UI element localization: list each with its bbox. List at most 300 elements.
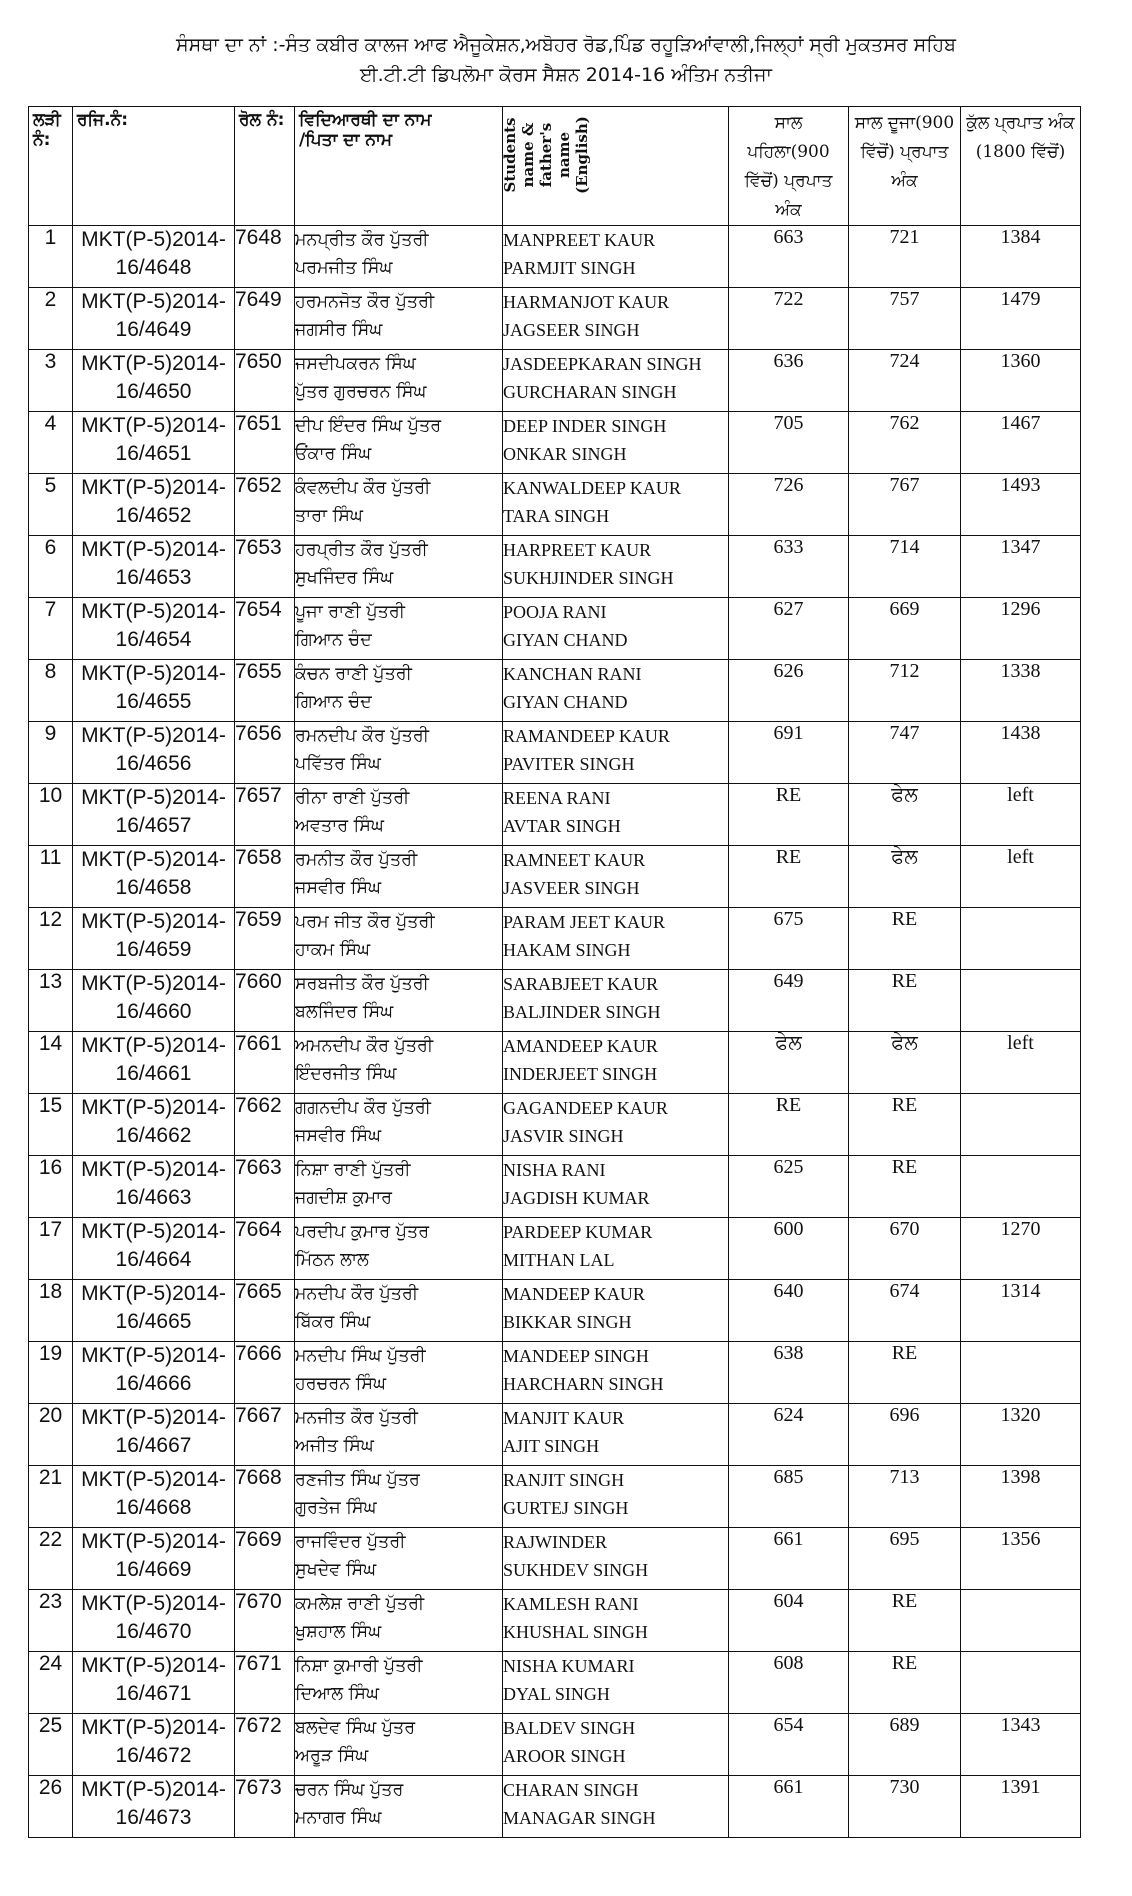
year1-marks-cell: 640 (729, 1280, 849, 1342)
punjabi-name-cell (295, 350, 503, 412)
father-name-punjabi: ਪੁੱਤਰ ਗੁਰਚਰਨ ਸਿੰਘ (295, 382, 427, 402)
student-name-english: REENA RANI (503, 788, 611, 808)
punjabi-name-cell (295, 226, 503, 288)
father-name-punjabi: ਬਿੱਕਰ ਸਿੰਘ (295, 1312, 371, 1332)
year2-marks-cell: 689 (849, 1714, 961, 1776)
year1-marks-cell: 604 (729, 1590, 849, 1652)
punjabi-name-cell (295, 1032, 503, 1094)
roll-cell: 7656 (235, 722, 295, 784)
roll-cell: 7655 (235, 660, 295, 722)
serial-cell: 14 (29, 1032, 73, 1094)
father-name-english: INDERJEET SINGH (503, 1064, 658, 1084)
student-name-english: NISHA KUMARI (503, 1656, 635, 1676)
english-name-header-line2: name & (518, 122, 537, 188)
year2-marks-cell: RE (849, 1094, 961, 1156)
punjabi-name-cell (295, 412, 503, 474)
student-name-punjabi: ਰੀਨਾ ਰਾਣੀ ਪੁੱਤਰੀ (295, 788, 410, 808)
roll-cell: 7671 (235, 1652, 295, 1714)
year1-marks-cell: 661 (729, 1776, 849, 1838)
year1-marks-cell: 722 (729, 288, 849, 350)
year2-marks-cell: 730 (849, 1776, 961, 1838)
year2-marks-cell: 669 (849, 598, 961, 660)
year1-marks-cell: RE (729, 1094, 849, 1156)
total-marks-cell: 1270 (961, 1218, 1081, 1280)
registration-cell: MKT(P-5)2014-16/4669 (73, 1528, 235, 1590)
year2-marks-cell: RE (849, 1342, 961, 1404)
table-row (29, 226, 1081, 288)
student-name-punjabi: ਮਨਜੀਤ ਕੌਰ ਪੁੱਤਰੀ (295, 1408, 418, 1428)
total-marks-cell: 1391 (961, 1776, 1081, 1838)
year1-marks-cell: 633 (729, 536, 849, 598)
registration-cell: MKT(P-5)2014-16/4648 (73, 226, 235, 288)
serial-cell: 5 (29, 474, 73, 536)
serial-cell: 13 (29, 970, 73, 1032)
student-name-punjabi: ਪੂਜਾ ਰਾਣੀ ਪੁੱਤਰੀ (295, 602, 405, 622)
registration-cell: MKT(P-5)2014-16/4654 (73, 598, 235, 660)
father-name-english: BIKKAR SINGH (503, 1312, 632, 1332)
punjabi-name-cell (295, 846, 503, 908)
serial-cell: 23 (29, 1590, 73, 1652)
total-marks-cell: 1356 (961, 1528, 1081, 1590)
father-name-punjabi: ਦਿਆਲ ਸਿੰਘ (295, 1684, 379, 1704)
table-row (29, 846, 1081, 908)
english-name-header-line3: father's (536, 122, 555, 188)
total-marks-cell: 1360 (961, 350, 1081, 412)
registration-cell: MKT(P-5)2014-16/4668 (73, 1466, 235, 1528)
student-name-english: JASDEEPKARAN SINGH (503, 354, 702, 374)
student-name-punjabi: ਦੀਪ ਇੰਦਰ ਸਿੰਘ ਪੁੱਤਰ (295, 416, 442, 436)
serial-cell: 24 (29, 1652, 73, 1714)
table-row (29, 970, 1081, 1032)
father-name-punjabi: ਸੁਖਜਿੰਦਰ ਸਿੰਘ (295, 568, 394, 588)
english-name-cell (503, 1466, 729, 1528)
english-name-cell (503, 1590, 729, 1652)
punjabi-name-cell (295, 784, 503, 846)
english-name-cell (503, 1280, 729, 1342)
english-name-cell (503, 722, 729, 784)
punjabi-name-cell (295, 1776, 503, 1838)
student-name-english: NISHA RANI (503, 1160, 606, 1180)
father-name-punjabi: ਮਿੱਠਨ ਲਾਲ (295, 1250, 369, 1270)
results-table (28, 106, 1081, 1838)
serial-cell: 3 (29, 350, 73, 412)
student-name-punjabi: ਪਰਦੀਪ ਕੁਮਾਰ ਪੁੱਤਰ (295, 1222, 430, 1242)
punjabi-name-cell (295, 908, 503, 970)
year2-marks-cell: ਫੇਲ (849, 1032, 961, 1094)
registration-header: ਰਜਿ.ਨੰ: (73, 107, 235, 226)
serial-cell: 10 (29, 784, 73, 846)
english-name-header (500, 107, 729, 226)
father-name-punjabi: ਗਿਆਨ ਚੰਦ (295, 630, 372, 650)
english-name-cell (503, 970, 729, 1032)
results-body (29, 226, 1081, 1838)
father-name-english: GIYAN CHAND (503, 692, 628, 712)
year1-marks-cell: 624 (729, 1404, 849, 1466)
father-name-punjabi: ਜਗਦੀਸ਼ ਕੁਮਾਰ (295, 1188, 392, 1208)
year1-marks-cell: 600 (729, 1218, 849, 1280)
roll-cell: 7661 (235, 1032, 295, 1094)
father-name-english: TARA SINGH (503, 506, 610, 526)
serial-cell: 6 (29, 536, 73, 598)
student-name-punjabi: ਮਨਪ੍ਰੀਤ ਕੌਰ ਪੁੱਤਰੀ (295, 230, 429, 250)
year2-marks-cell: 747 (849, 722, 961, 784)
total-marks-cell: 1493 (961, 474, 1081, 536)
registration-cell: MKT(P-5)2014-16/4649 (73, 288, 235, 350)
total-marks-cell: left (961, 846, 1081, 908)
total-marks-cell: 1479 (961, 288, 1081, 350)
roll-cell: 7650 (235, 350, 295, 412)
student-name-english: AMANDEEP KAUR (503, 1036, 658, 1056)
english-name-cell (503, 1528, 729, 1590)
table-row (29, 908, 1081, 970)
father-name-punjabi: ਖੁਸ਼ਹਾਲ ਸਿੰਘ (295, 1622, 382, 1642)
father-name-english: AROOR SINGH (503, 1746, 626, 1766)
punjabi-name-cell (295, 1590, 503, 1652)
punjabi-name-cell (295, 1404, 503, 1466)
serial-cell: 21 (29, 1466, 73, 1528)
year2-marks-cell: 670 (849, 1218, 961, 1280)
table-row (29, 1652, 1081, 1714)
registration-cell: MKT(P-5)2014-16/4658 (73, 846, 235, 908)
english-name-header-line4: name (554, 131, 573, 179)
student-name-english: DEEP INDER SINGH (503, 416, 667, 436)
year2-marks-cell: 674 (849, 1280, 961, 1342)
student-name-english: HARPREET KAUR (503, 540, 652, 560)
registration-cell: MKT(P-5)2014-16/4656 (73, 722, 235, 784)
registration-cell: MKT(P-5)2014-16/4662 (73, 1094, 235, 1156)
year1-marks-cell: 685 (729, 1466, 849, 1528)
registration-cell: MKT(P-5)2014-16/4650 (73, 350, 235, 412)
father-name-english: GIYAN CHAND (503, 630, 628, 650)
father-name-english: MANAGAR SINGH (503, 1808, 656, 1828)
roll-cell: 7662 (235, 1094, 295, 1156)
roll-cell: 7658 (235, 846, 295, 908)
table-row (29, 784, 1081, 846)
father-name-english: GURTEJ SINGH (503, 1498, 629, 1518)
father-name-punjabi: ਹਰਚਰਨ ਸਿੰਘ (295, 1374, 387, 1394)
table-row (29, 474, 1081, 536)
punjabi-name-header (295, 107, 503, 226)
roll-cell: 7648 (235, 226, 295, 288)
punjabi-name-cell (295, 1342, 503, 1404)
father-name-punjabi: ਸੁਖਦੇਵ ਸਿੰਘ (295, 1560, 377, 1580)
father-name-punjabi: ਪਵਿੱਤਰ ਸਿੰਘ (295, 754, 381, 774)
year1-marks-cell: 625 (729, 1156, 849, 1218)
father-name-punjabi: ਅਜੀਤ ਸਿੰਘ (295, 1436, 374, 1456)
roll-cell: 7668 (235, 1466, 295, 1528)
serial-cell: 2 (29, 288, 73, 350)
total-marks-cell: 1398 (961, 1466, 1081, 1528)
roll-cell: 7657 (235, 784, 295, 846)
roll-cell: 7665 (235, 1280, 295, 1342)
student-name-english: KAMLESH RANI (503, 1594, 639, 1614)
year1-marks-cell: 649 (729, 970, 849, 1032)
roll-cell: 7651 (235, 412, 295, 474)
total-marks-cell (961, 908, 1081, 970)
serial-cell: 7 (29, 598, 73, 660)
year1-marks-cell: 608 (729, 1652, 849, 1714)
table-row (29, 1280, 1081, 1342)
student-name-english: POOJA RANI (503, 602, 607, 622)
father-name-punjabi: ਪਰਮਜੀਤ ਸਿੰਘ (295, 258, 393, 278)
student-name-english: CHARAN SINGH (503, 1780, 639, 1800)
roll-cell: 7664 (235, 1218, 295, 1280)
serial-cell: 22 (29, 1528, 73, 1590)
table-row (29, 1466, 1081, 1528)
serial-cell: 11 (29, 846, 73, 908)
roll-cell: 7660 (235, 970, 295, 1032)
student-name-punjabi: ਨਿਸ਼ਾ ਕੁਮਾਰੀ ਪੁੱਤਰੀ (295, 1656, 423, 1676)
year2-marks-cell: ਫੇਲ (849, 784, 961, 846)
roll-cell: 7652 (235, 474, 295, 536)
year2-marks-cell: 721 (849, 226, 961, 288)
student-name-punjabi: ਅਮਨਦੀਪ ਕੌਰ ਪੁੱਤਰੀ (295, 1036, 434, 1056)
father-name-punjabi: ਗੁਰਤੇਜ ਸਿੰਘ (295, 1498, 377, 1518)
student-name-punjabi: ਰਮਨੀਤ ਕੌਰ ਪੁੱਤਰੀ (295, 850, 418, 870)
father-name-english: PAVITER SINGH (503, 754, 635, 774)
serial-cell: 12 (29, 908, 73, 970)
father-name-punjabi: ਜਸਵੀਰ ਸਿੰਘ (295, 878, 382, 898)
student-name-punjabi: ਕਮਲੇਸ਼ ਰਾਣੀ ਪੁੱਤਰੀ (295, 1594, 425, 1614)
table-row (29, 1342, 1081, 1404)
year2-header: ਸਾਲ ਦੂਜਾ(900 ਵਿੱਚੋਂ) ਪ੍ਰਪਾਤ ਅੰਕ (849, 107, 961, 226)
english-name-cell (503, 226, 729, 288)
english-name-cell (503, 1094, 729, 1156)
registration-cell: MKT(P-5)2014-16/4666 (73, 1342, 235, 1404)
father-name-punjabi: ਜਗਸੀਰ ਸਿੰਘ (295, 320, 383, 340)
year2-marks-cell: RE (849, 908, 961, 970)
english-name-cell (503, 846, 729, 908)
year2-marks-cell: RE (849, 970, 961, 1032)
year2-marks-cell: 695 (849, 1528, 961, 1590)
year2-marks-cell: ਫੇਲ (849, 846, 961, 908)
student-name-english: MANDEEP SINGH (503, 1346, 649, 1366)
student-name-punjabi: ਹਰਮਨਜੋਤ ਕੌਰ ਪੁੱਤਰੀ (295, 292, 435, 312)
institution-line: ਸੰਸਥਾ ਦਾ ਨਾਂ :-ਸੰਤ ਕਬੀਰ ਕਾਲਜ ਆਫ ਐਜੂਕੇਸ਼ਨ,ਅਬੋਹਰ ਰੋਡ,ਪਿੰਡ ਰਹੂੜਿਆਂਵਾਲੀ,ਜਿਲ੍ਹਾਂ ਸ੍ਰੀ ਮੁਕਤਸਰ ਸਹਿਬ (176, 34, 956, 56)
serial-cell: 19 (29, 1342, 73, 1404)
year2-marks-cell: 767 (849, 474, 961, 536)
year1-marks-cell: 638 (729, 1342, 849, 1404)
table-header-row (29, 107, 1081, 226)
father-name-punjabi: ਹਾਕਮ ਸਿੰਘ (295, 940, 371, 960)
serial-cell: 25 (29, 1714, 73, 1776)
father-name-english: JASVEER SINGH (503, 878, 640, 898)
year1-marks-cell: RE (729, 846, 849, 908)
student-name-english: PARAM JEET KAUR (503, 912, 666, 932)
total-marks-cell (961, 970, 1081, 1032)
table-row (29, 412, 1081, 474)
roll-cell: 7663 (235, 1156, 295, 1218)
total-marks-cell: 1296 (961, 598, 1081, 660)
father-name-english: AJIT SINGH (503, 1436, 600, 1456)
year2-marks-cell: RE (849, 1590, 961, 1652)
table-row (29, 1404, 1081, 1466)
registration-cell: MKT(P-5)2014-16/4663 (73, 1156, 235, 1218)
punjabi-name-cell (295, 1094, 503, 1156)
roll-cell: 7654 (235, 598, 295, 660)
father-name-punjabi: ਅਵਤਾਰ ਸਿੰਘ (295, 816, 384, 836)
total-marks-cell: 1384 (961, 226, 1081, 288)
table-row (29, 1528, 1081, 1590)
roll-cell: 7669 (235, 1528, 295, 1590)
year2-marks-cell: RE (849, 1652, 961, 1714)
father-name-english: BALJINDER SINGH (503, 1002, 661, 1022)
serial-cell: 16 (29, 1156, 73, 1218)
father-name-punjabi: ਗਿਆਨ ਚੰਦ (295, 692, 372, 712)
english-name-cell (503, 784, 729, 846)
total-marks-cell: 1343 (961, 1714, 1081, 1776)
father-name-punjabi: ਅਰੂੜ ਸਿੰਘ (295, 1746, 369, 1766)
year2-marks-cell: 712 (849, 660, 961, 722)
total-marks-cell: 1338 (961, 660, 1081, 722)
roll-cell: 7672 (235, 1714, 295, 1776)
student-name-punjabi: ਬਲਦੇਵ ਸਿੰਘ ਪੁੱਤਰ (295, 1718, 416, 1738)
punjabi-name-cell (295, 598, 503, 660)
roll-header: ਰੋਲ ਨੰ: (235, 107, 295, 226)
year1-marks-cell: 627 (729, 598, 849, 660)
registration-cell: MKT(P-5)2014-16/4670 (73, 1590, 235, 1652)
year1-marks-cell: 663 (729, 226, 849, 288)
punjabi-name-header-line1: ਵਿਦਿਆਰਥੀ ਦਾ ਨਾਮ (299, 110, 432, 130)
student-name-punjabi: ਹਰਪ੍ਰੀਤ ਕੌਰ ਪੁੱਤਰੀ (295, 540, 428, 560)
year1-marks-cell: 661 (729, 1528, 849, 1590)
total-marks-cell: left (961, 1032, 1081, 1094)
year1-marks-cell: 675 (729, 908, 849, 970)
father-name-english: HARCHARN SINGH (503, 1374, 664, 1394)
registration-cell: MKT(P-5)2014-16/4661 (73, 1032, 235, 1094)
english-name-cell (503, 474, 729, 536)
registration-cell: MKT(P-5)2014-16/4655 (73, 660, 235, 722)
total-marks-cell: 1320 (961, 1404, 1081, 1466)
registration-cell: MKT(P-5)2014-16/4671 (73, 1652, 235, 1714)
table-row (29, 350, 1081, 412)
english-name-cell (503, 288, 729, 350)
student-name-punjabi: ਰਾਜਵਿੰਦਰ ਪੁੱਤਰੀ (295, 1532, 406, 1552)
punjabi-name-cell (295, 970, 503, 1032)
student-name-punjabi: ਮਨਦੀਪ ਕੌਰ ਪੁੱਤਰੀ (295, 1284, 419, 1304)
student-name-punjabi: ਜਸਦੀਪਕਰਨ ਸਿੰਘ (295, 354, 416, 374)
father-name-punjabi: ਓਂਕਾਰ ਸਿੰਘ (295, 444, 372, 464)
english-name-cell (503, 412, 729, 474)
serial-cell: 20 (29, 1404, 73, 1466)
year1-marks-cell: 654 (729, 1714, 849, 1776)
course-result-line: ਈ.ਟੀ.ਟੀ ਡਿਪਲੋਮਾ ਕੋਰਸ ਸੈਸ਼ਨ 2014-16 ਅੰਤਿਮ ਨਤੀਜਾ (360, 64, 772, 86)
punjabi-name-cell (295, 1652, 503, 1714)
student-name-punjabi: ਪਰਮ ਜੀਤ ਕੌਰ ਪੁੱਤਰੀ (295, 912, 435, 932)
total-marks-cell: 1314 (961, 1280, 1081, 1342)
year2-marks-cell: 762 (849, 412, 961, 474)
registration-cell: MKT(P-5)2014-16/4652 (73, 474, 235, 536)
father-name-english: ONKAR SINGH (503, 444, 627, 464)
punjabi-name-cell (295, 1714, 503, 1776)
student-name-english: MANPREET KAUR (503, 230, 656, 250)
english-name-cell (503, 1404, 729, 1466)
year2-marks-cell: 713 (849, 1466, 961, 1528)
student-name-english: RAMANDEEP KAUR (503, 726, 670, 746)
table-row (29, 1776, 1081, 1838)
student-name-english: PARDEEP KUMAR (503, 1222, 653, 1242)
registration-cell: MKT(P-5)2014-16/4651 (73, 412, 235, 474)
serial-cell: 18 (29, 1280, 73, 1342)
father-name-english: GURCHARAN SINGH (503, 382, 677, 402)
total-marks-cell: 1438 (961, 722, 1081, 784)
english-name-cell (503, 1032, 729, 1094)
year2-marks-cell: 724 (849, 350, 961, 412)
table-row (29, 1714, 1081, 1776)
year1-marks-cell: RE (729, 784, 849, 846)
roll-cell: 7670 (235, 1590, 295, 1652)
year1-marks-cell: 691 (729, 722, 849, 784)
table-row (29, 1590, 1081, 1652)
father-name-english: AVTAR SINGH (503, 816, 621, 836)
punjabi-name-cell (295, 660, 503, 722)
punjabi-name-cell (295, 536, 503, 598)
english-name-cell (503, 1652, 729, 1714)
registration-cell: MKT(P-5)2014-16/4673 (73, 1776, 235, 1838)
table-row (29, 1156, 1081, 1218)
english-name-cell (503, 1218, 729, 1280)
father-name-english: HAKAM SINGH (503, 940, 631, 960)
total-marks-cell (961, 1094, 1081, 1156)
punjabi-name-cell (295, 1218, 503, 1280)
english-name-header-line5: (English) (572, 116, 591, 194)
total-marks-cell (961, 1342, 1081, 1404)
year1-marks-cell: 636 (729, 350, 849, 412)
father-name-english: JAGSEER SINGH (503, 320, 640, 340)
registration-cell: MKT(P-5)2014-16/4653 (73, 536, 235, 598)
document-header (0, 30, 1132, 90)
table-row (29, 536, 1081, 598)
english-name-cell (503, 350, 729, 412)
father-name-punjabi: ਤਾਰਾ ਸਿੰਘ (295, 506, 363, 526)
english-name-cell (503, 908, 729, 970)
father-name-punjabi: ਬਲਜਿੰਦਰ ਸਿੰਘ (295, 1002, 394, 1022)
father-name-english: SUKHJINDER SINGH (503, 568, 674, 588)
student-name-english: RANJIT SINGH (503, 1470, 625, 1490)
total-header: ਕੁੱਲ ਪ੍ਰਪਾਤ ਅੰਕ (1800 ਵਿੱਚੋਂ) (961, 107, 1081, 226)
student-name-english: MANJIT KAUR (503, 1408, 625, 1428)
father-name-english: SUKHDEV SINGH (503, 1560, 649, 1580)
english-name-header-text (501, 116, 591, 194)
english-name-cell (503, 1156, 729, 1218)
father-name-english: MITHAN LAL (503, 1250, 615, 1270)
punjabi-name-cell (295, 1528, 503, 1590)
year1-marks-cell: 726 (729, 474, 849, 536)
table-row (29, 1094, 1081, 1156)
table-row (29, 722, 1081, 784)
year1-header: ਸਾਲ ਪਹਿਲਾ(900 ਵਿੱਚੋਂ) ਪ੍ਰਪਾਤ ਅੰਕ (729, 107, 849, 226)
table-row (29, 660, 1081, 722)
student-name-punjabi: ਕੰਚਨ ਰਾਣੀ ਪੁੱਤਰੀ (295, 664, 412, 684)
roll-cell: 7666 (235, 1342, 295, 1404)
english-name-header-line1: Students (500, 117, 519, 193)
student-name-punjabi: ਗਗਨਦੀਪ ਕੌਰ ਪੁੱਤਰੀ (295, 1098, 431, 1118)
total-marks-cell (961, 1652, 1081, 1714)
student-name-punjabi: ਸਰਬਜੀਤ ਕੌਰ ਪੁੱਤਰੀ (295, 974, 429, 994)
student-name-english: KANWALDEEP KAUR (503, 478, 681, 498)
student-name-english: MANDEEP KAUR (503, 1284, 645, 1304)
student-name-punjabi: ਮਨਦੀਪ ਸਿੰਘ ਪੁੱਤਰੀ (295, 1346, 426, 1366)
father-name-english: JAGDISH KUMAR (503, 1188, 650, 1208)
serial-cell: 9 (29, 722, 73, 784)
punjabi-name-cell (295, 1156, 503, 1218)
serial-header: ਲੜੀ ਨੰ: (29, 107, 73, 226)
registration-cell: MKT(P-5)2014-16/4664 (73, 1218, 235, 1280)
english-name-cell (503, 536, 729, 598)
student-name-english: KANCHAN RANI (503, 664, 642, 684)
total-marks-cell: 1347 (961, 536, 1081, 598)
student-name-english: BALDEV SINGH (503, 1718, 636, 1738)
